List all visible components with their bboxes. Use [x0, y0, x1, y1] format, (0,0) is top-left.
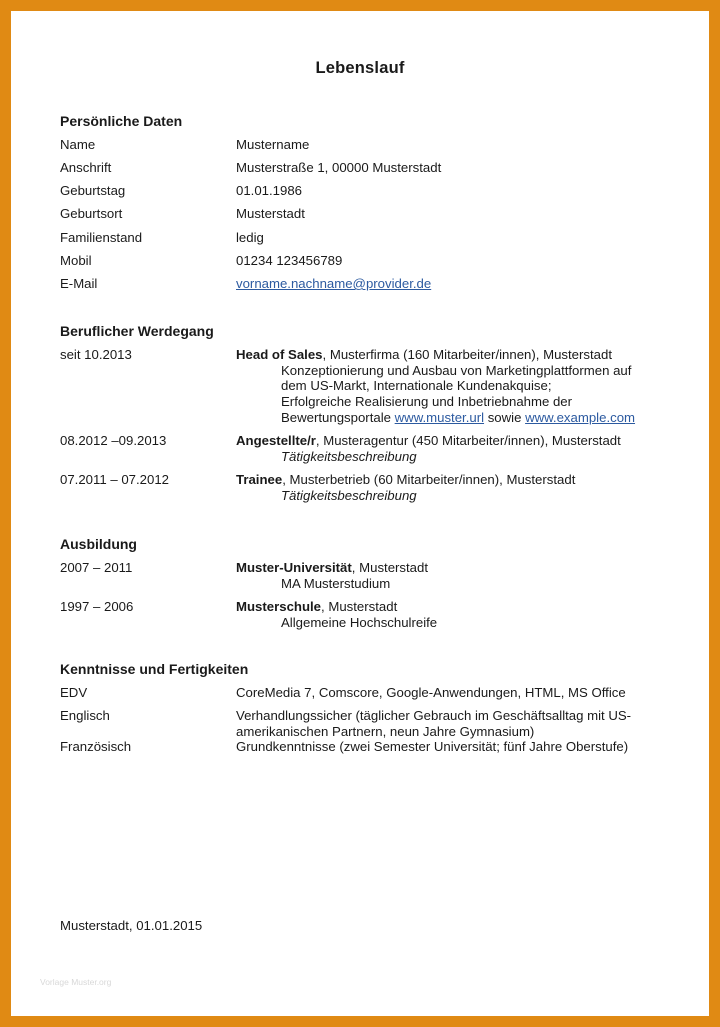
section-heading-education: Ausbildung	[60, 536, 137, 552]
row-label: Familienstand	[60, 230, 143, 245]
row-value: Musterstraße 1, 00000 Musterstadt	[236, 160, 442, 175]
degree: MA Musterstudium	[281, 575, 391, 591]
entry-body	[236, 472, 656, 503]
skill-label: EDV	[60, 685, 88, 700]
description-line: Tätigkeitsbeschreibung	[281, 487, 417, 503]
row-value: ledig	[236, 230, 264, 245]
skill-value: CoreMedia 7, Comscore, Google-Anwendungen, HTML, MS Office	[236, 685, 626, 700]
description-line: Konzeptionierung und Ausbau von Marketingplattformen auf	[281, 362, 632, 378]
row-label: Name	[60, 137, 96, 152]
description-line	[236, 410, 656, 426]
description-text: sowie	[484, 409, 526, 425]
entry-date: 08.2012 –09.2013	[60, 433, 167, 448]
row-label: Anschrift	[60, 160, 112, 175]
row-label: Geburtsort	[60, 206, 123, 221]
url-link-2[interactable]: www.example.com	[525, 409, 636, 425]
description-line: Tätigkeitsbeschreibung	[281, 448, 417, 464]
school-place: , Musterstadt	[321, 599, 398, 614]
school-name: Musterschule	[236, 599, 322, 614]
document-title: Lebenslauf	[315, 59, 405, 77]
entry-date: 07.2011 – 07.2012	[60, 472, 170, 487]
entry-date: 2007 – 2011	[60, 560, 133, 575]
row-value: Musterstadt	[236, 206, 305, 221]
row-value: 01234 123456789	[236, 253, 343, 268]
entry-date: seit 10.2013	[60, 347, 132, 362]
company: , Musterfirma (160 Mitarbeiter/innen), Musterstadt	[322, 347, 612, 362]
school-place: , Musterstadt	[351, 560, 429, 575]
email-link[interactable]: vorname.nachname@provider.de	[236, 276, 432, 291]
job-title: Trainee	[236, 472, 283, 487]
degree: Allgemeine Hochschulreife	[281, 614, 438, 630]
skill-value-line: amerikanischen Partnern, neun Jahre Gymnasium)	[236, 723, 535, 739]
watermark: Vorlage Muster.org	[40, 977, 112, 987]
url-link-1[interactable]: www.muster.url	[394, 409, 485, 425]
description-line: Erfolgreiche Realisierung und Inbetriebnahme der	[281, 394, 573, 410]
description-text: Bewertungsportale	[281, 409, 395, 425]
company: , Musterbetrieb (60 Mitarbeiter/innen), Musterstadt	[282, 472, 576, 487]
skill-value	[236, 708, 656, 739]
entry-body	[236, 560, 656, 591]
row-value: 01.01.1986	[236, 183, 303, 198]
school-name: Muster-Universität	[236, 560, 352, 575]
job-title: Angestellte/r	[236, 433, 316, 448]
company: , Musteragentur (450 Mitarbeiter/innen), Musterstadt	[315, 433, 621, 448]
row-label: E-Mail	[60, 276, 98, 291]
entry-body	[236, 599, 656, 630]
description-line: dem US-Markt, Internationale Kundenakquise;	[281, 378, 552, 394]
skill-label: Englisch	[60, 708, 110, 723]
row-value: Mustername	[236, 137, 310, 152]
row-label: Geburtstag	[60, 183, 126, 198]
entry-date: 1997 – 2006	[60, 599, 134, 614]
section-heading-career: Beruflicher Werdegang	[60, 323, 214, 339]
section-heading-personal: Persönliche Daten	[60, 113, 183, 129]
entry-body	[236, 347, 656, 426]
skill-value: Grundkenntnisse (zwei Semester Universität; fünf Jahre Oberstufe)	[236, 739, 629, 754]
row-label: Mobil	[60, 253, 92, 268]
entry-body	[236, 433, 656, 464]
skill-value-line: Verhandlungssicher (täglicher Gebrauch im Geschäftsalltag mit US-	[236, 708, 632, 723]
skill-label: Französisch	[60, 739, 132, 754]
job-title: Head of Sales	[236, 347, 323, 362]
place-date: Musterstadt, 01.01.2015	[60, 918, 203, 933]
section-heading-skills: Kenntnisse und Fertigkeiten	[60, 661, 249, 677]
